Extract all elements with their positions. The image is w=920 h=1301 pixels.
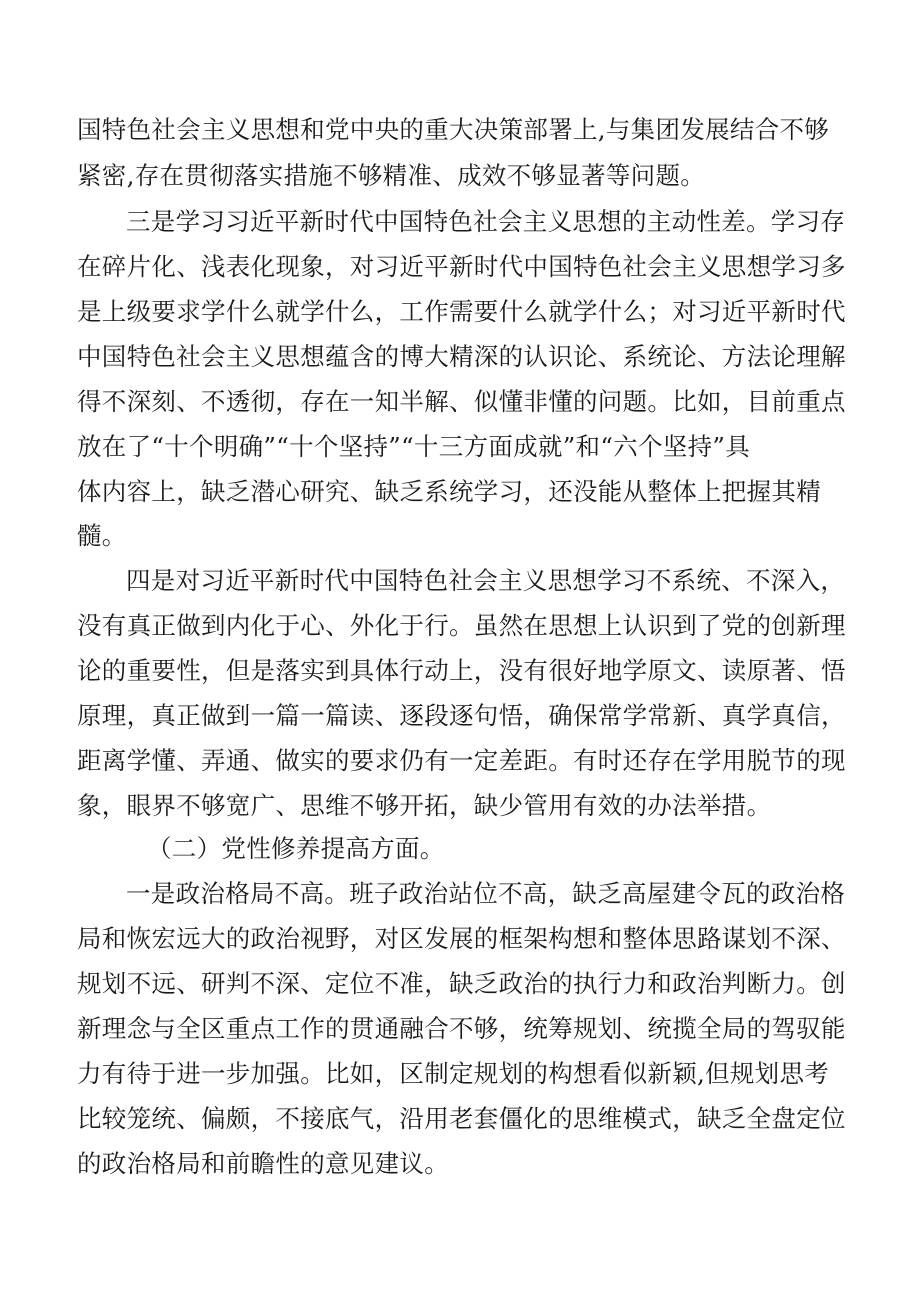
text-line: 距离学懂、弄通、做实的要求仍有一定差距。有时还存在学用脱节的现	[77, 746, 846, 775]
paragraph-start-line: 四是对习近平新时代中国特色社会主义思想学习不系统、不深入，	[126, 566, 846, 595]
paragraph-start-line: 三是学习习近平新时代中国特色社会主义思想的主动性差。学习存	[126, 207, 846, 236]
text-line: 中国特色社会主义思想蕴含的博大精深的认识论、系统论、方法论理解	[77, 342, 846, 371]
paragraph-start-line: 一是政治格局不高。班子政治站位不高，缺乏高屋建令瓦的政治格	[126, 879, 846, 908]
text-line: 髓。	[77, 521, 127, 550]
text-line: 局和恢宏远大的政治视野，对区发展的框架构想和整体思路谋划不深、	[77, 924, 846, 953]
text-line: 新理念与全区重点工作的贯通融合不够，统筹规划、统揽全局的驾驭能	[77, 1014, 846, 1043]
text-line: 力有待于进一步加强。比如，区制定规划的构想看似新颖,但规划思考	[77, 1059, 830, 1088]
text-line: 在碎片化、浅表化现象，对习近平新时代中国特色社会主义思想学习多	[77, 252, 846, 281]
text-line: 放在了“十个明确”“十个坚持”“十三方面成就”和“六个坚持”具	[77, 432, 750, 461]
text-line: 象，眼界不够宽广、思维不够开拓，缺少管用有效的办法举措。	[77, 791, 772, 820]
text-line: 论的重要性，但是落实到具体行动上，没有很好地学原文、读原著、悟	[77, 656, 846, 685]
text-line: 比较笼统、偏颇，不接底气，沿用老套僵化的思维模式，缺乏全盘定位	[77, 1104, 846, 1133]
text-line: 是上级要求学什么就学什么，工作需要什么就学什么；对习近平新时代	[77, 297, 846, 326]
text-line: 体内容上，缺乏潜心研究、缺乏系统学习，还没能从整体上把握其精	[77, 477, 821, 506]
section-heading: （二）党性修养提高方面。	[147, 834, 445, 863]
text-line: 规划不远、研判不深、定位不准，缺乏政治的执行力和政治判断力。创	[77, 969, 846, 998]
text-line: 没有真正做到内化于心、外化于行。虽然在思想上认识到了党的创新理	[77, 611, 846, 640]
text-line: 国特色社会主义思想和党中央的重大决策部署上,与集团发展结合不够	[77, 115, 830, 144]
text-line: 原理，真正做到一篇一篇读、逐段逐句悟，确保常学常新、真学真信，	[77, 701, 846, 730]
text-line: 的政治格局和前瞻性的意见建议。	[77, 1149, 449, 1178]
text-line: 紧密,存在贯彻落实措施不够精准、成效不够显著等问题。	[77, 161, 706, 190]
text-line: 得不深刻、不透彻，存在一知半解、似懂非懂的问题。比如，目前重点	[77, 387, 846, 416]
